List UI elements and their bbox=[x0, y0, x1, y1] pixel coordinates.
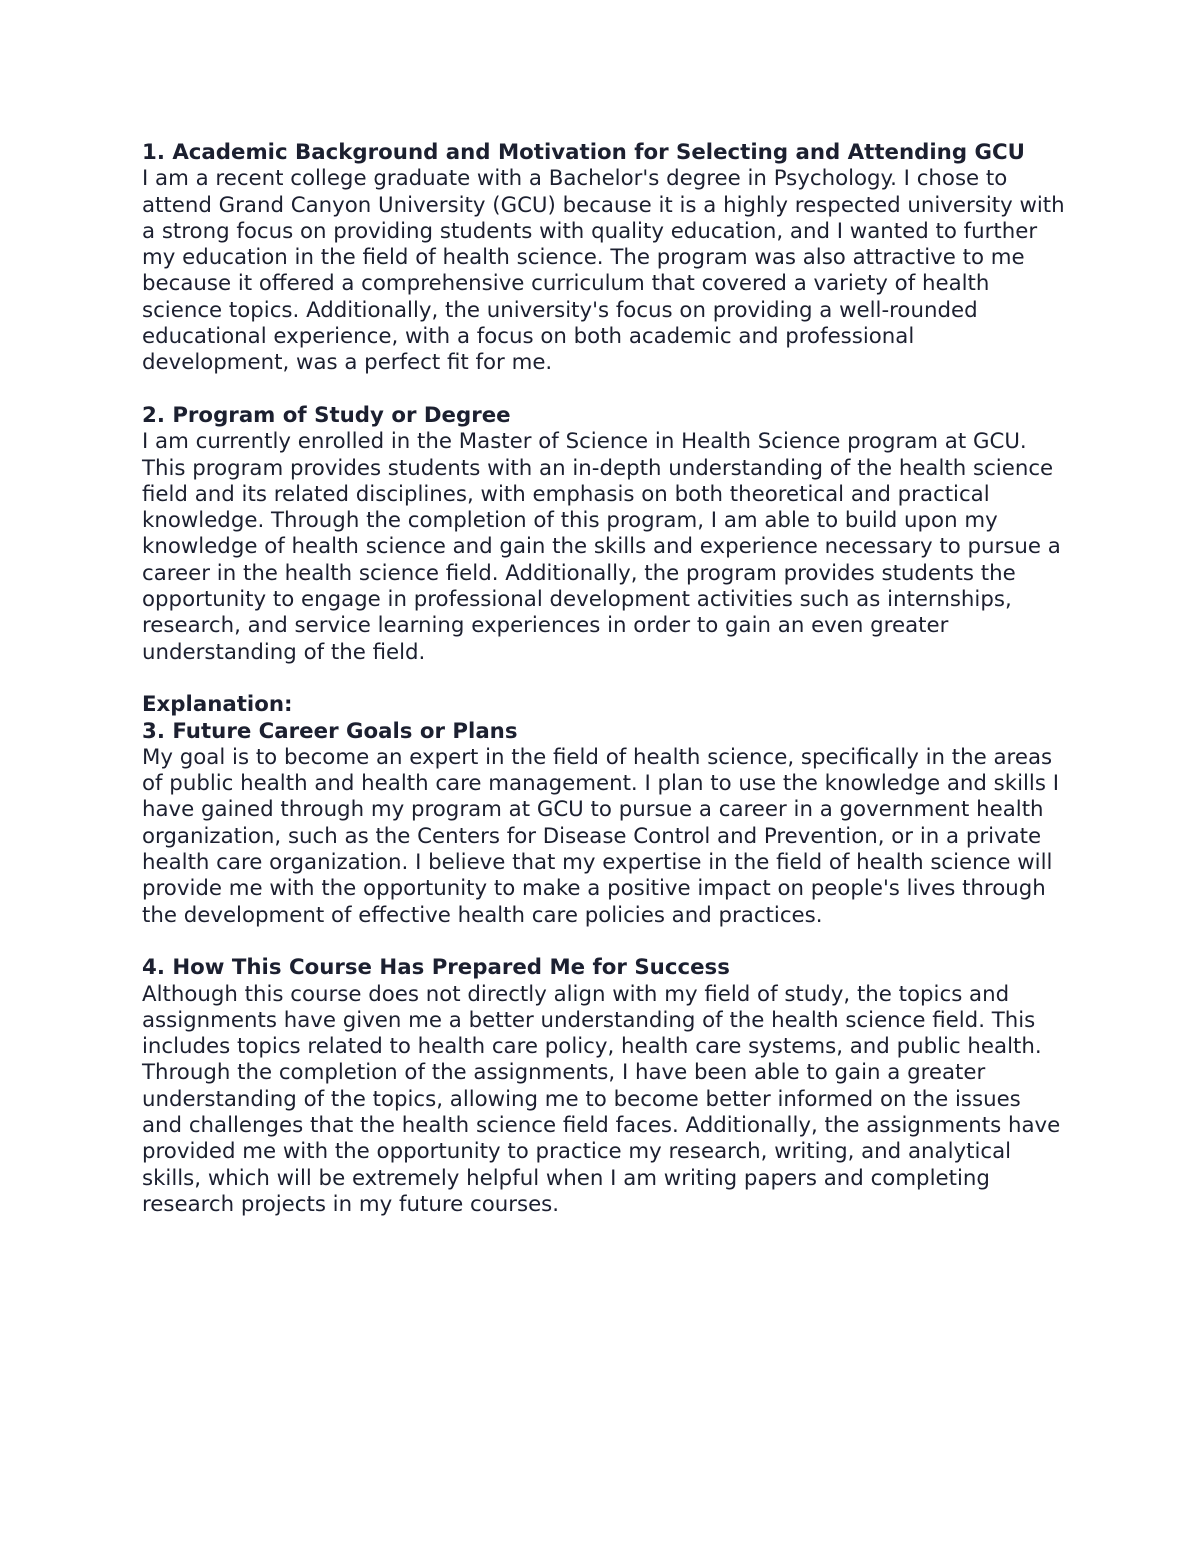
section-body: My goal is to become an expert in the field of health science, specifically in the areas of public health and health care management. I plan to use the knowledge and skills I have gained through my program at GCU to pursue a career in a government health organization, such as the Centers for Disease Control and Prevention, or in a private health care organization. I believe that my expertise in the field of health science will provide me with the opportunity to make a positive impact on people's lives through the development of effective health care policies and practices. bbox=[142, 744, 1059, 928]
section-body: Although this course does not directly align with my field of study, the topics and assignments have given me a better understanding of the health science field. This includes topics related to health care policy, health care systems, and public health. Through the completion of the assignments, I have been able to gain a greater understanding of the topics, allowing me to become better informed on the issues and challenges that the health science field faces. Additionally, the assignments have provided me with the opportunity to practice my research, writing, and analytical skills, which will be extremely helpful when I am writing papers and completing research projects in my future courses. bbox=[142, 981, 1061, 1217]
section-body: I am currently enrolled in the Master of Science in Health Science program at GCU. This program provides students with an in-depth understanding of the health science field and its related disciplines, with emphasis on both theoretical and practical knowledge. Through the completion of this program, I am able to build upon my knowledge of health science and gain the skills and experience necessary to pursue a career in the health science field. Additionally, the program provides students the opportunity to engage in professional development activities such as internships, research, and service learning experiences in order to gain an even greater understanding of the field. bbox=[142, 429, 1061, 665]
document-page bbox=[142, 140, 1067, 1218]
section-career-goals bbox=[142, 692, 1067, 929]
section-heading: 3. Future Career Goals or Plans bbox=[142, 718, 518, 744]
section-program-of-study bbox=[142, 403, 1067, 666]
section-body: I am a recent college graduate with a Bachelor's degree in Psychology. I chose to attend Grand Canyon University (GCU) because it is a highly respected university with a strong focus on providing students with quality education, and I wanted to further my education in the field of health science. The program was also attractive to me because it offered a comprehensive curriculum that covered a variety of health science topics. Additionally, the university's focus on providing a well-rounded educational experience, with a focus on both academic and professional development, was a perfect fit for me. bbox=[142, 166, 1065, 376]
explanation-label: Explanation: bbox=[142, 692, 293, 718]
section-academic-background bbox=[142, 140, 1067, 377]
section-heading: 2. Program of Study or Degree bbox=[142, 402, 511, 428]
section-heading: 4. How This Course Has Prepared Me for Success bbox=[142, 955, 730, 981]
section-course-preparation bbox=[142, 955, 1067, 1218]
section-heading: 1. Academic Background and Motivation for Selecting and Attending GCU bbox=[142, 140, 1025, 165]
